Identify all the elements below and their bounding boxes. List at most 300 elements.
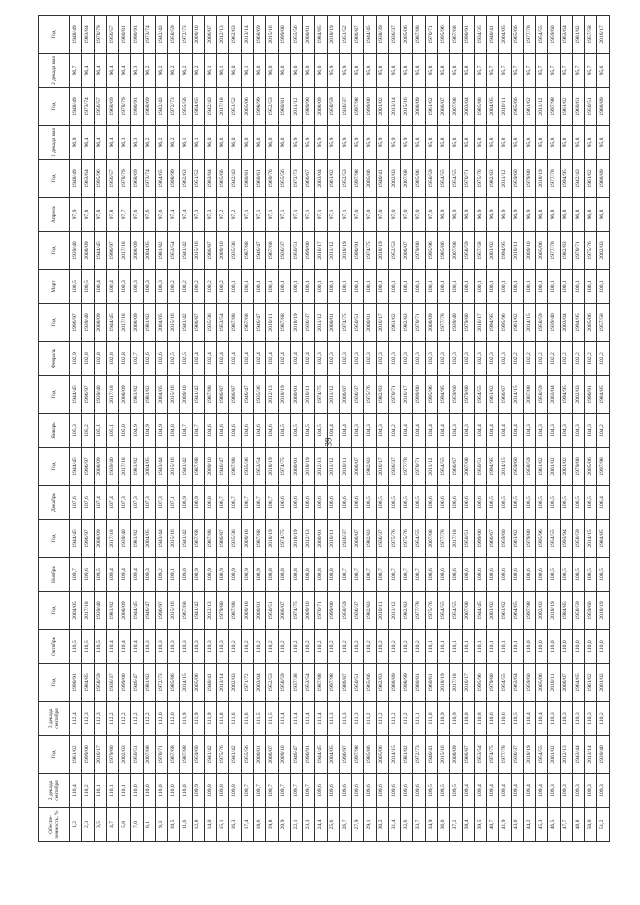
table-cell: 1941/42 [229,736,241,774]
table-cell: 110,0 [180,774,192,808]
table-cell: 1986/87 [229,376,241,414]
table-cell: 1964/65 [572,664,584,702]
table-cell: 1987/88 [253,520,265,558]
table-cell: 2017/18 [450,520,462,558]
table-cell: 1955/56 [278,160,290,198]
table-cell: 95,8 [548,126,560,160]
table-cell: 96,1 [217,54,229,88]
table-cell: 97,6 [155,198,167,232]
column-header: Апрель [39,198,70,232]
table-cell: 105,3 [70,414,82,448]
table-cell: 1954/55 [548,520,560,558]
table-cell: 106,5 [548,486,560,520]
table-cell: 1999/00 [413,376,425,414]
table-cell: 2010/11 [303,376,315,414]
table-cell: 106,6 [303,486,315,520]
table-cell: 2009/10 [523,232,535,270]
table-row [536,16,548,842]
table-cell: 37,2 [450,808,462,842]
table-cell: 1980/81 [119,16,131,54]
table-cell: 111,0 [425,702,437,736]
table-cell: 1944/45 [70,520,82,558]
table-cell: 96,0 [303,54,315,88]
table-cell: 2018/19 [536,160,548,198]
table-cell: 96,8 [560,198,572,232]
table-cell: 1998/99 [401,664,413,702]
table-cell: 96,1 [241,54,253,88]
table-cell: 106,4 [597,486,610,520]
table-cell: 110,4 [106,630,118,664]
table-cell: 1954/55 [450,592,462,630]
table-cell: 100,3 [119,270,131,304]
table-cell: 100,5 [82,270,94,304]
table-cell: 1934/35 [474,16,486,54]
table-cell: 1970/71 [388,376,400,414]
table-cell: 1952/53 [339,160,351,198]
table-cell: 110,6 [487,702,499,736]
table-cell: 1952/53 [266,88,278,126]
table-cell: 106,5 [364,486,376,520]
table-cell: 100,1 [339,270,351,304]
table-cell: 43,0 [511,808,523,842]
table-cell: 1982/83 [487,160,499,198]
table-cell: 100,1 [425,270,437,304]
table-cell: 97,1 [290,198,302,232]
table-cell: 110,4 [70,774,82,808]
table-cell: 1954/55 [499,664,511,702]
table-cell: 100,1 [597,270,610,304]
table-cell: 2000/01 [327,304,339,342]
table-cell: 1961/62 [585,160,597,198]
table-cell: 1961/62 [536,448,548,486]
table-cell: 1950/51 [352,664,364,702]
table-cell: 2018/19 [327,16,339,54]
table-cell: 1958/59 [523,448,535,486]
table-cell: 1999/00 [327,592,339,630]
table-cell: 95,9 [303,126,315,160]
table-cell: 1994/95 [487,448,499,486]
column-header: Обеспе-ченность, % [39,808,70,842]
table-cell: 1974/75 [290,592,302,630]
table-cell: 96,8 [585,198,597,232]
table-cell: 109,4 [499,774,511,808]
table-cell: 102,2 [536,342,548,376]
table-cell: 32,6 [401,808,413,842]
table-cell: 95,7 [560,54,572,88]
table-cell: 1974/75 [364,232,376,270]
table-cell: 2003/04 [462,88,474,126]
table-cell: 106,5 [523,486,535,520]
table-cell: 102,3 [425,342,437,376]
table-cell: 1988/89 [388,664,400,702]
table-cell: 104,4 [327,414,339,448]
table-cell: 110,2 [352,630,364,664]
table-cell: 24,4 [315,808,327,842]
table-cell: 107,4 [94,486,106,520]
table-cell: 108,5 [548,558,560,592]
table-cell: 96,3 [131,126,143,160]
table-cell: 1994/95 [560,376,572,414]
table-cell: 96,8 [548,198,560,232]
table-cell: 110,0 [168,774,180,808]
table-cell: 1935/36 [241,448,253,486]
table-cell: 1974/75 [487,736,499,774]
table-cell: 1941/42 [192,376,204,414]
table-cell: 110,2 [82,774,94,808]
table-cell: 102,3 [388,342,400,376]
table-cell: 1958/59 [462,232,474,270]
table-cell: 110,2 [278,630,290,664]
table-cell: 2014/15 [523,304,535,342]
table-cell: 104,3 [560,414,572,448]
table-cell: 104,6 [229,414,241,448]
table-cell: 1996/97 [82,376,94,414]
table-cell: 1946/47 [290,736,302,774]
table-cell: 1957/58 [474,232,486,270]
table-cell: 1997/98 [548,88,560,126]
table-cell: 112,0 [155,702,167,736]
table-cell: 106,7 [229,486,241,520]
table-cell: 2017/18 [119,448,131,486]
table-cell: 109,5 [94,558,106,592]
table-cell: 108,7 [401,558,413,592]
table-cell: 2,3 [82,808,94,842]
table-cell: 102,4 [192,342,204,376]
table-cell: 110,8 [462,702,474,736]
table-cell: 106,5 [413,486,425,520]
table-cell: 110,4 [131,630,143,664]
table-cell: 2018/19 [278,376,290,414]
table-cell: 100,1 [278,270,290,304]
table-cell: 1941/42 [180,304,192,342]
table-cell: 1959/60 [499,520,511,558]
table-cell: 1959/60 [511,160,523,198]
table-cell: 108,7 [376,558,388,592]
table-cell: 1939/40 [597,736,610,774]
table-cell: 95,9 [290,126,302,160]
table-cell: 100,1 [462,270,474,304]
table-cell: 2004/05 [155,304,167,342]
table-cell: 109,6 [376,774,388,808]
table-cell: 1997/98 [352,736,364,774]
table-cell: 96,3 [131,54,143,88]
table-cell: 2004/05 [70,592,82,630]
column-header: Год [39,232,70,270]
table-cell: 2004/05 [327,736,339,774]
table-row [131,16,143,842]
table-cell: 106,6 [437,486,449,520]
table-cell: 1948/49 [70,88,82,126]
table-cell: 1961/62 [511,520,523,558]
table-cell: 1935/36 [204,304,216,342]
table-cell: 1979/80 [413,232,425,270]
table-cell: 106,6 [290,486,302,520]
table-cell: 2014/15 [585,520,597,558]
table-cell: 1987/88 [315,664,327,702]
table-cell: 2015/16 [168,376,180,414]
table-cell: 1939/40 [119,520,131,558]
table-cell: 95,8 [425,54,437,88]
table-cell: 15,1 [217,808,229,842]
table-cell: 102,4 [303,342,315,376]
table-cell: 1939/40 [70,232,82,270]
table-cell: 96,8 [572,198,584,232]
table-cell: 1981/82 [143,664,155,702]
table-cell: 1939/40 [94,592,106,630]
table-cell: 44,2 [523,808,535,842]
column-header: Год [39,88,70,126]
table-cell: 108,8 [278,558,290,592]
table-cell: 102,6 [143,342,155,376]
table-cell: 1979/80 [462,304,474,342]
table-cell: 96,0 [266,126,278,160]
table-cell: 2000/01 [303,16,315,54]
table-cell: 1990/91 [131,16,143,54]
table-cell: 110,4 [119,630,131,664]
table-cell: 108,8 [290,558,302,592]
table-cell: 97,3 [192,198,204,232]
table-cell: 2009/10 [217,232,229,270]
table-cell: 1983/84 [82,16,94,54]
table-cell: 1995/96 [499,304,511,342]
table-cell: 2017/18 [450,664,462,702]
table-cell: 2011/12 [425,448,437,486]
table-cell: 109,8 [217,774,229,808]
table-cell: 1959/60 [511,448,523,486]
table-cell: 2016/17 [315,232,327,270]
table-cell: 102,3 [413,342,425,376]
table-cell: 95,9 [352,126,364,160]
table-cell: 109,6 [388,774,400,808]
table-cell: 107,6 [70,486,82,520]
table-cell: 1999/00 [119,664,131,702]
table-cell: 1984/85 [597,520,610,558]
table-cell: 102,2 [548,342,560,376]
table-cell: 45,3 [536,808,548,842]
table-cell: 95,8 [413,126,425,160]
table-cell: 109,4 [131,558,143,592]
table-cell: 1970/71 [425,16,437,54]
table-row [290,16,302,842]
table-cell: 111,2 [376,702,388,736]
table-cell: 112,2 [106,702,118,736]
table-row [143,16,155,842]
table-cell: 96,4 [82,126,94,160]
table-cell: 1961/62 [585,664,597,702]
table-cell: 95,8 [572,126,584,160]
table-cell: 110,4 [536,702,548,736]
table-cell: 104,7 [180,414,192,448]
table-row [204,16,216,842]
table-cell: 104,4 [474,414,486,448]
table-cell: 1975/76 [401,520,413,558]
table-cell: 104,4 [499,414,511,448]
table-cell: 110,3 [204,630,216,664]
table-cell: 1958/59 [278,664,290,702]
table-cell: 97,0 [388,198,400,232]
table-cell: 20,9 [278,808,290,842]
table-cell: 1974/75 [278,520,290,558]
table-cell: 2015/16 [401,88,413,126]
table-cell: 109,5 [425,774,437,808]
table-cell: 105,1 [94,414,106,448]
table-cell: 1996/97 [339,736,351,774]
table-cell: 110,2 [241,630,253,664]
table-cell: 108,6 [536,558,548,592]
table-cell: 5,8 [119,808,131,842]
table-cell: 46,5 [548,808,560,842]
table-cell: 2018/19 [290,304,302,342]
table-row [119,16,131,842]
table-cell: 1979/80 [523,520,535,558]
table-cell: 95,7 [487,54,499,88]
table-cell: 96,4 [119,54,131,88]
table-cell: 109,5 [450,774,462,808]
table-cell: 95,8 [401,54,413,88]
table-cell: 1959/60 [523,664,535,702]
table-row [82,16,94,842]
table-cell: 1977/78 [548,160,560,198]
table-cell: 104,5 [278,414,290,448]
table-cell: 1963/64 [511,664,523,702]
table-cell: 95,7 [548,54,560,88]
table-cell: 102,3 [450,342,462,376]
column-header: Год [39,304,70,342]
table-cell: 102,5 [168,342,180,376]
table-cell: 96,1 [180,126,192,160]
table-cell: 102,4 [253,342,265,376]
table-cell: 109,4 [523,774,535,808]
table-cell: 2009/10 [241,592,253,630]
table-cell: 96,0 [253,126,265,160]
table-cell: 1970/71 [413,448,425,486]
table-cell: 111,4 [290,702,302,736]
table-cell: 104,6 [204,414,216,448]
table-cell: 112,3 [82,702,94,736]
table-cell: 1985/86 [364,736,376,774]
table-cell: 1990/91 [585,376,597,414]
table-cell: 1998/99 [168,160,180,198]
table-cell: 1967/68 [241,304,253,342]
table-cell: 110,3 [585,702,597,736]
table-cell: 97,4 [168,198,180,232]
table-cell: 2010/11 [339,448,351,486]
table-cell: 109,7 [253,774,265,808]
table-cell: 100,1 [523,270,535,304]
table-cell: 108,9 [204,558,216,592]
table-cell: 107,3 [131,486,143,520]
table-row [339,16,351,842]
table-cell: 1968/69 [131,160,143,198]
table-cell: 106,7 [266,486,278,520]
table-row [548,16,560,842]
table-cell: 1965/66 [217,160,229,198]
table-cell: 1984/85 [560,592,572,630]
table-cell: 2006/07 [560,664,572,702]
table-cell: 1955/56 [180,88,192,126]
table-cell: 2008/09 [413,88,425,126]
table-cell: 1970/71 [413,304,425,342]
table-cell: 1977/78 [437,304,449,342]
table-cell: 1987/88 [229,592,241,630]
table-cell: 1942/43 [155,16,167,54]
table-cell: 102,3 [499,342,511,376]
table-cell: 97,4 [180,198,192,232]
table-cell: 95,9 [339,54,351,88]
table-cell: 2017/18 [217,88,229,126]
table-cell: 96,0 [241,126,253,160]
column-header: Год [39,376,70,414]
table-cell: 1939/40 [106,448,118,486]
table-cell: 110,0 [572,630,584,664]
table-cell: 2007/08 [450,232,462,270]
table-cell: 1943/44 [155,448,167,486]
table-cell: 1968/69 [106,88,118,126]
table-cell: 2009/10 [241,520,253,558]
table-cell: 1962/63 [376,664,388,702]
table-cell: 1967/68 [450,16,462,54]
table-cell: 110,3 [572,702,584,736]
table-cell: 1969/70 [266,160,278,198]
table-cell: 1973/74 [143,16,155,54]
table-cell: 110,3 [143,630,155,664]
table-cell: 95,8 [511,126,523,160]
table-cell: 2005/06 [585,304,597,342]
table-cell: 96,0 [217,126,229,160]
table-cell: 2018/19 [548,592,560,630]
table-cell: 108,9 [192,558,204,592]
table-cell: 112,2 [143,702,155,736]
table-cell: 1939/40 [450,304,462,342]
table-cell: 102,3 [401,342,413,376]
column-header: 3 декада сентября [39,702,70,736]
table-cell: 33,7 [413,808,425,842]
table-cell: 1958/59 [425,160,437,198]
table-cell: 110,3 [180,630,192,664]
table-cell: 1994/95 [499,232,511,270]
table-cell: 110,2 [229,630,241,664]
table-cell: 100,1 [290,270,302,304]
table-cell: 97,8 [106,198,118,232]
table-cell: 1982/83 [401,304,413,342]
table-cell: 2012/13 [560,736,572,774]
table-cell: 1987/88 [229,304,241,342]
table-cell: 2014/15 [180,664,192,702]
table-cell: 1987/88 [192,448,204,486]
table-cell: 95,8 [388,54,400,88]
table-cell: 1935/36 [229,520,241,558]
table-cell: 110,3 [168,630,180,664]
table-cell: 1946/47 [217,448,229,486]
table-row [474,16,486,842]
table-cell: 106,6 [425,486,437,520]
table-cell: 1970/71 [462,160,474,198]
table-cell: 2001/02 [560,448,572,486]
table-cell: 1953/54 [253,448,265,486]
table-cell: 95,8 [364,54,376,88]
table-cell: 1986/87 [217,520,229,558]
table-cell: 1988/89 [597,160,610,198]
table-cell: 2005/06 [401,16,413,54]
table-cell: 104,9 [131,414,143,448]
table-cell: 1964/65 [155,160,167,198]
table-cell: 19,8 [266,808,278,842]
table-cell: 8,1 [143,808,155,842]
table-row [499,16,511,842]
table-cell: 1979/80 [462,376,474,414]
table-cell: 2011/12 [327,376,339,414]
table-cell: 107,3 [119,486,131,520]
